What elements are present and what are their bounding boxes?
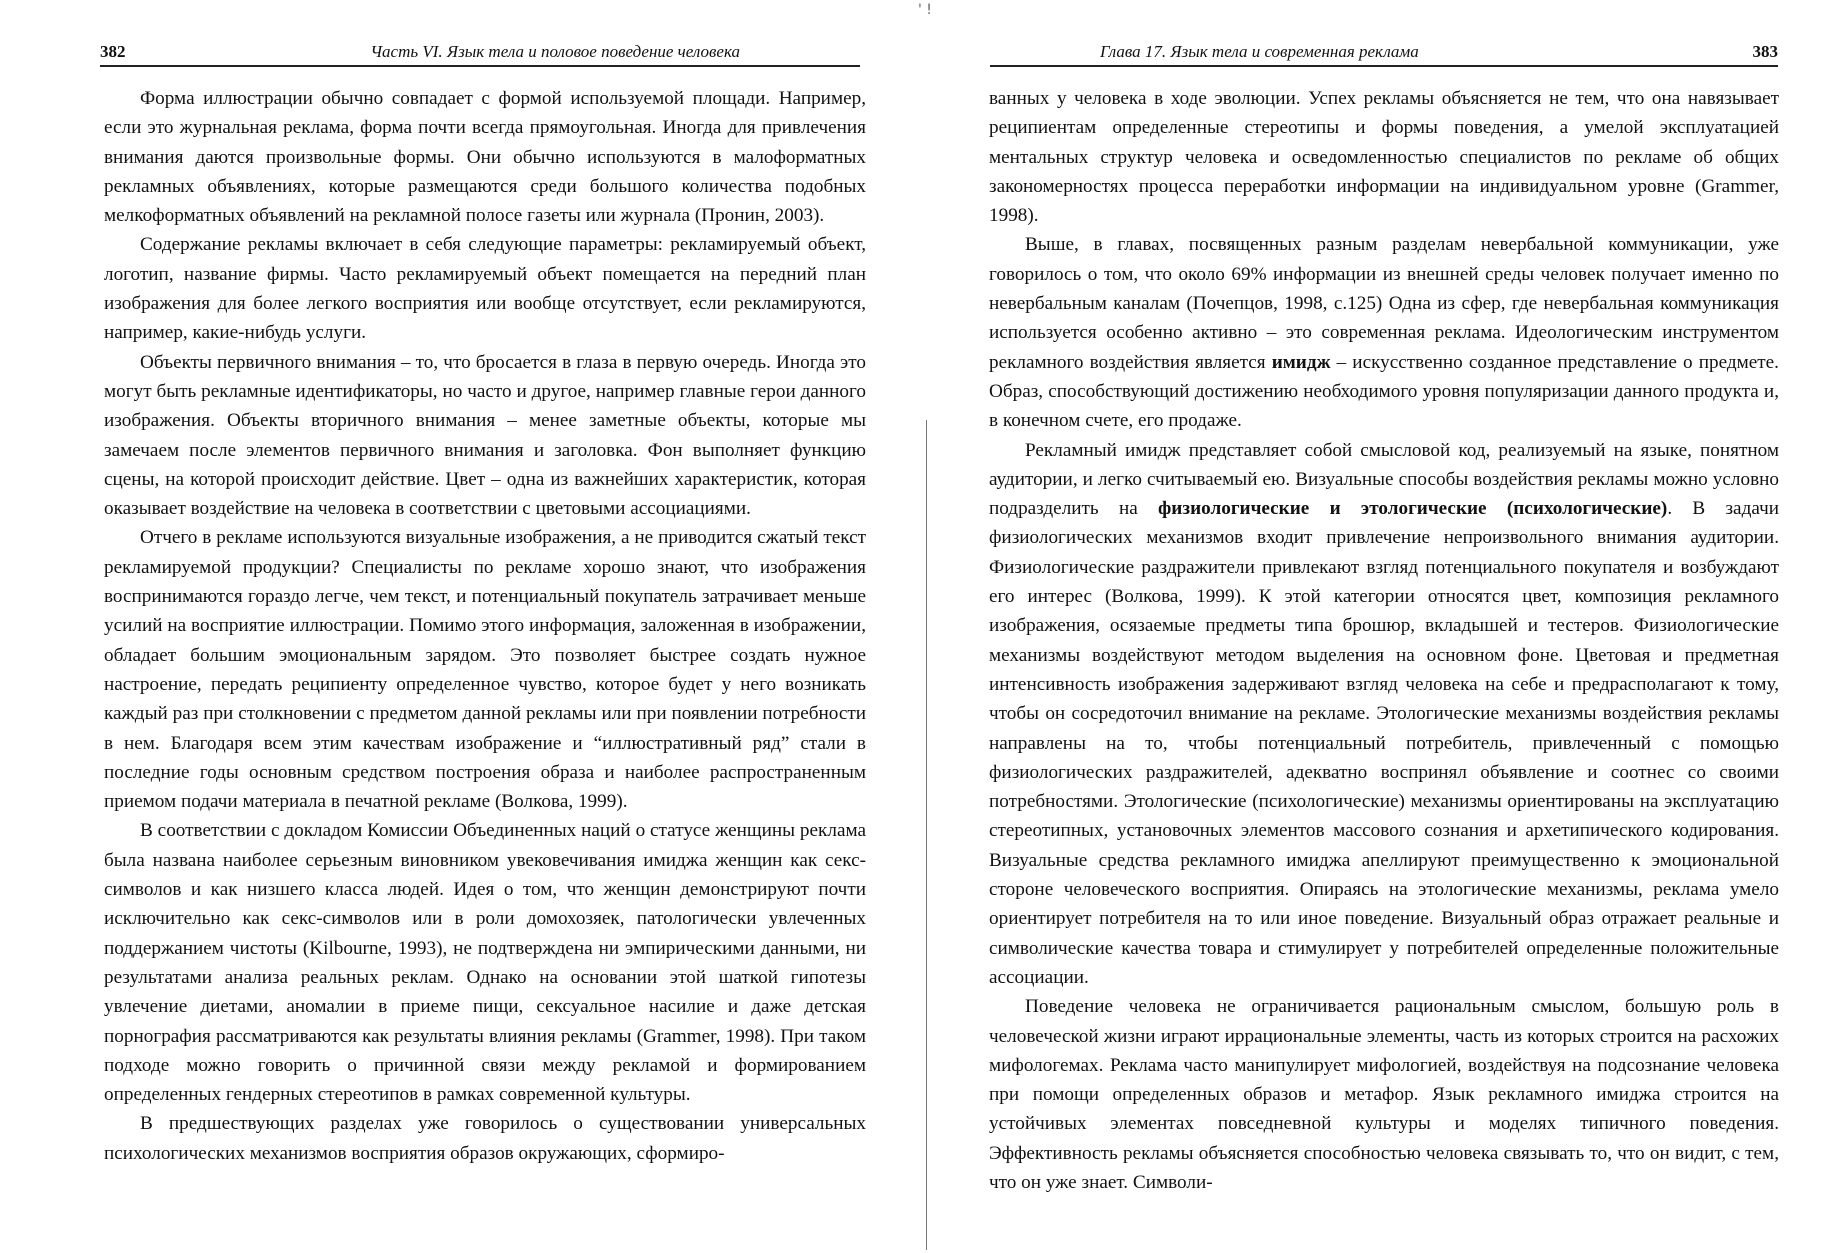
left-page-header <box>100 38 860 67</box>
left-page-body <box>104 84 866 1168</box>
bold-term: физиологические и этологические (психологические) <box>1158 498 1668 520</box>
paragraph-text: Рекламный имидж представляет собой смысловой код, реализуемый на языке, понятном аудитории, и легко считываемый ею. Визуальные способы воздействия рекламы можно условно подразделить на <box>989 439 1779 520</box>
paragraph: Объекты первичного внимания – то, что бросается в глаза в первую очередь. Иногда это могут быть рекламные идентификаторы, но часто и другое, например главные герои данного изображения. Объекты вторичного внимания – менее заметные объекты, которые мы замечаем после элементов первичного внимания и заголовка. Фон выполняет функцию сцены, на которой происходит действие. Цвет – одна из важнейших характеристик, которая оказывает воздействие на человека в соответствии с цветовыми ассоциациями. <box>104 351 866 520</box>
page-number: 383 <box>1752 42 1778 61</box>
paragraph-text: . В задачи физиологических механизмов входит привлечение непроизвольного внимания аудитории. Физиологические раздражители привлекают взгляд потенциального покупателя и возбуждают его интерес (Волкова, 1999). К этой категории относятся цвет, композиция рекламного изображения, осязаемые предметы типа брошюр, вкладышей и тестеров. Физиологические механизмы воздействуют методом выделения на основном фоне. Цветовая и предметная интенсивность изображения задерживают взгляд человека на себе и предрасполагают к тому, чтобы он сосредоточил внимание на рекламе. Этологические механизмы воздействия рекламы направлены на то, чтобы потенциальный потребитель, привлеченный с помощью физиологических раздражителей, адекватно воспринял объявление и соотнес со своими потребностями. Этологические (психологические) механизмы ориентированы на эксплуатацию стереотипных, установочных элементов массового сознания и архетипического кодирования. Визуальные средства рекламного имиджа апеллируют преимущественно к эмоциональной стороне человеческого восприятия. Опираясь на этологические механизмы, реклама умело ориентирует потребителя на то или иное поведение. Визуальный образ отражает реальные и символические качества товара и стимулирует у потребителей определенные положительные ассоциации. <box>989 498 1779 988</box>
paragraph: В предшествующих разделах уже говорилось о существовании универсальных психологических механизмов восприятия образов окружающих, сформиро- <box>104 1113 866 1164</box>
running-title: Часть VI. Язык тела и половое поведение человека <box>370 42 740 61</box>
paragraph: Поведение человека не ограничивается рациональным смыслом, большую роль в человеческой жизни играют иррациональные элементы, часть из которых строится на расхожих мифологемах. Реклама часто манипулирует мифологией, воздействуя на подсознание человека при помощи определенных образов и метафор. Язык рекламного имиджа строится на устойчивых элементах повседневной культуры и моделях типичного поведения. Эффективность рекламы объясняется способностью человека связывать то, что он видит, с тем, что он уже знает. Символи- <box>989 996 1779 1193</box>
paragraph-text: – искусственно созданное представление о предмете. Образ, способствующий достижению необходимого уровня популяризации данного продукта и, в конечном счете, его продаже. <box>989 351 1779 432</box>
page-number: 382 <box>100 42 126 61</box>
paragraph: В соответствии с докладом Комиссии Объединенных наций о статусе женщины реклама была названа наиболее серьезным виновником увековечивания имиджа женщин как секс-символов и как низшего класса людей. Идея о том, что женщин демонстрируют почти исключительно как секс-символов или в роли домохозяек, патологически увлеченных поддержанием чистоты (Kilbourne, 1993), не подтверждена ни эмпирическими данными, ни результатами анализа реальных реклам. Однако на основании этой шаткой гипотезы увлечение диетами, аномалии в приеме пищи, сексуальное насилие и даже детская порнография рассматриваются как результаты влияния рекламы (Grammer, 1998). При таком подходе можно говорить о причинной связи между рекламой и формированием определенных гендерных стереотипов в рамках современной культуры. <box>104 820 866 1106</box>
right-page-body <box>989 84 1779 1197</box>
right-page <box>930 0 1833 1253</box>
binding-mark: ' ! <box>918 2 932 18</box>
running-title: Глава 17. Язык тела и современная реклама <box>1100 42 1419 61</box>
paragraph <box>989 230 1779 435</box>
page-gutter <box>926 420 927 1250</box>
paragraph: Форма иллюстрации обычно совпадает с формой используемой площади. Например, если это журнальная реклама, форма почти всегда прямоугольная. Иногда для привлечения внимания даются произвольные формы. Они обычно используются в малоформатных рекламных объявлениях, которые размещаются среди большого количества подобных мелкоформатных объявлений на рекламной полосе газеты или журнала (Пронин, 2003). <box>104 88 866 227</box>
paragraph-text: Выше, в главах, посвященных разным разделам невербальной коммуникации, уже говорилось о том, что около 69% информации из внешней среды человек получает именно по невербальным каналам (Почепцов, 1998, с.125) Одна из сфер, где невербальная коммуникация используется особенно активно – это современная реклама. Идеологическим инструментом рекламного воздействия является <box>989 234 1779 373</box>
paragraph <box>989 436 1779 993</box>
right-page-header <box>990 38 1778 67</box>
bold-term: имидж <box>1271 351 1331 373</box>
paragraph: ванных у человека в ходе эволюции. Успех рекламы объясняется не тем, что она навязывает реципиентам определенные стереотипы и формы поведения, а умелой эксплуатацией ментальных структур человека и осведомленностью специалистов по рекламе об общих закономерностях процесса переработки информации на индивидуальном уровне (Grammer, 1998). <box>989 88 1779 227</box>
paragraph: Содержание рекламы включает в себя следующие параметры: рекламируемый объект, логотип, название фирмы. Часто рекламируемый объект помещается на передний план изображения для более легкого восприятия или вообще отсутствует, если рекламируются, например, какие-нибудь услуги. <box>104 234 866 344</box>
paragraph: Отчего в рекламе используются визуальные изображения, а не приводится сжатый текст рекламируемой продукции? Специалисты по рекламе хорошо знают, что изображения воспринимаются гораздо легче, чем текст, и потенциальный покупатель затрачивает меньше усилий на восприятие иллюстрации. Помимо этого информация, заложенная в изображении, обладает большим эмоциональным зарядом. Это позволяет быстрее создать нужное настроение, передать реципиенту определенное чувство, которое будет у него возникать каждый раз при столкновении с предметом данной рекламы или при появлении потребности в нем. Благодаря всем этим качествам изображение и “иллюстративный ряд” стали в последние годы основным средством построения образа и наиболее распространенным приемом подачи материала в печатной рекламе (Волкова, 1999). <box>104 527 866 813</box>
